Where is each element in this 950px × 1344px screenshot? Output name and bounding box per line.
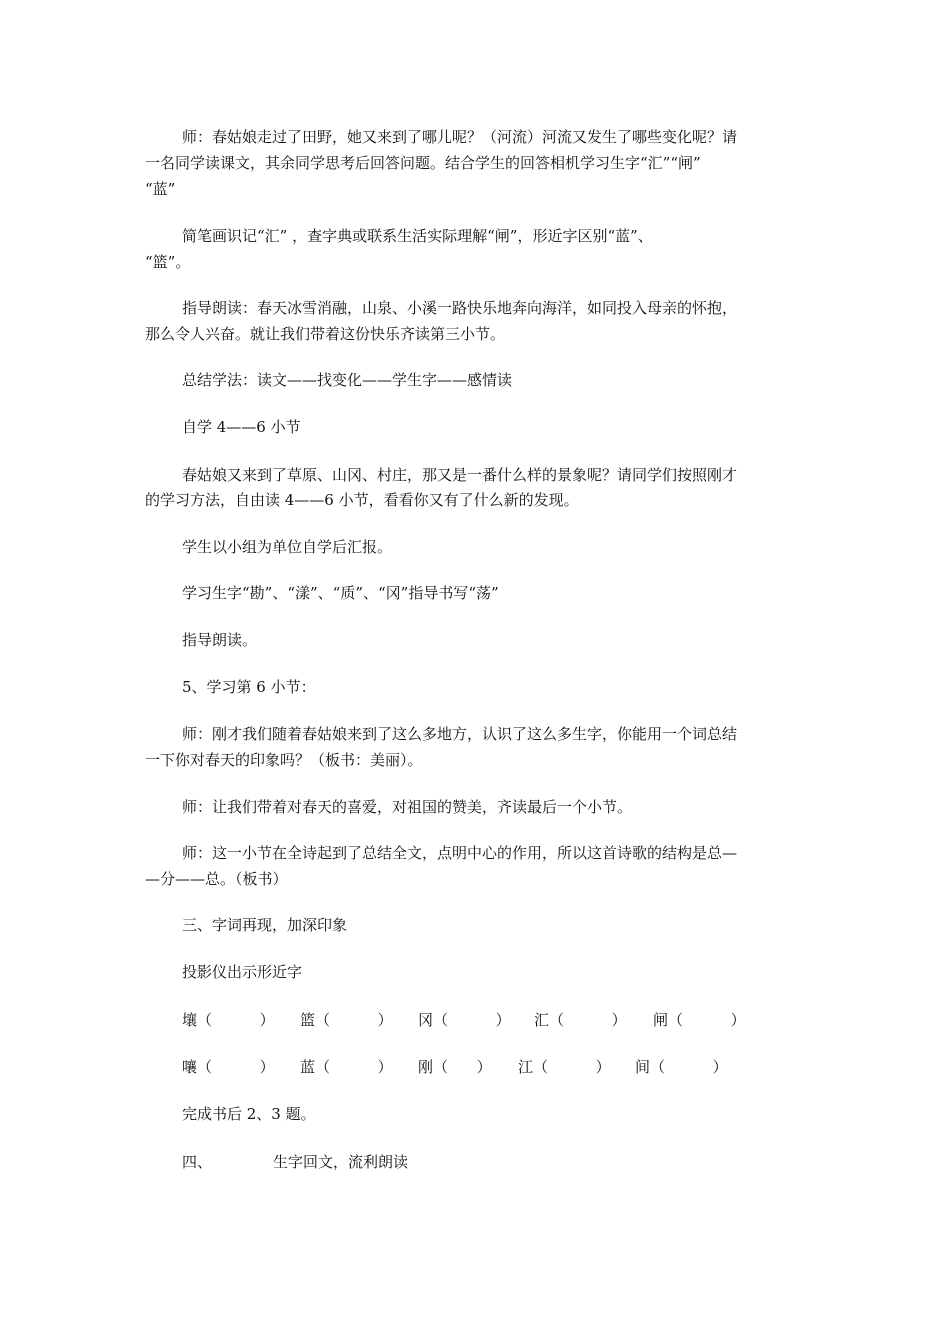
section-number: 四、 <box>182 1153 213 1171</box>
paragraph-line: 春姑娘又来到了草原、山冈、村庄，那又是一番什么样的景象呢？请同学们按照刚才 <box>182 466 738 484</box>
paragraph-line: “蓝” <box>145 180 176 198</box>
paragraph-line: 简笔画识记“汇” ，查字典或联系生活实际理解“闸”，形近字区别“蓝”、 <box>182 227 653 245</box>
char-item: 闸（ ） <box>653 1011 746 1029</box>
section-heading: 三、字词再现，加深印象 <box>182 916 348 934</box>
char-item: 冈（ ） <box>418 1011 511 1029</box>
paragraph-line: 学习生字“勘”、“漾”、“质”、“冈”指导书写“荡” <box>182 584 499 602</box>
paragraph-line: 完成书后 2、3 题。 <box>182 1105 316 1123</box>
paragraph-line: “篮”。 <box>145 253 191 271</box>
char-item: 汇（ ） <box>534 1011 627 1029</box>
paragraph-line: 师：这一小节在全诗起到了总结全文，点明中心的作用，所以这首诗歌的结构是总— <box>182 844 738 862</box>
char-item: 间（ ） <box>635 1058 728 1076</box>
paragraph-line: 指导朗读。 <box>182 631 258 649</box>
paragraph-line: —分——总。（板书） <box>145 870 288 888</box>
paragraph-line: 指导朗读：春天冰雪消融，山泉、小溪一路快乐地奔向海洋，如同投入母亲的怀抱， <box>182 299 738 317</box>
paragraph-line: 学生以小组为单位自学后汇报。 <box>182 538 393 556</box>
paragraph-line: 自学 4——6 小节 <box>182 418 301 436</box>
paragraph-line: 投影仪出示形近字 <box>182 963 303 981</box>
char-item: 江（ ） <box>518 1058 611 1076</box>
char-item: 篮（ ） <box>300 1011 393 1029</box>
char-item: 蓝（ ） <box>300 1058 393 1076</box>
char-item: 刚（ ） <box>418 1058 492 1076</box>
paragraph-line: 总结学法：读文——找变化——学生字——感情读 <box>182 371 513 389</box>
paragraph-line: 师：刚才我们随着春姑娘来到了这么多地方，认识了这么多生字，你能用一个词总结 <box>182 725 738 743</box>
paragraph-line: 师：春姑娘走过了田野，她又来到了哪儿呢？（河流）河流又发生了哪些变化呢？请 <box>182 128 738 146</box>
paragraph-line: 的学习方法，自由读 4——6 小节，看看你又有了什么新的发现。 <box>145 491 579 509</box>
char-item: 壤（ ） <box>182 1011 275 1029</box>
paragraph-line: 5、学习第 6 小节： <box>182 678 316 696</box>
paragraph-line: 一下你对春天的印象吗？（板书：美丽）。 <box>145 751 423 769</box>
paragraph-line: 师：让我们带着对春天的喜爱，对祖国的赞美，齐读最后一个小节。 <box>182 798 633 816</box>
char-item: 嚷（ ） <box>182 1058 275 1076</box>
section-title: 生字回文，流利朗读 <box>273 1153 409 1171</box>
paragraph-line: 一名同学读课文，其余同学思考后回答问题。结合学生的回答相机学习生字“汇”“闸” <box>145 154 701 172</box>
paragraph-line: 那么令人兴奋。就让我们带着这份快乐齐读第三小节。 <box>145 325 506 343</box>
